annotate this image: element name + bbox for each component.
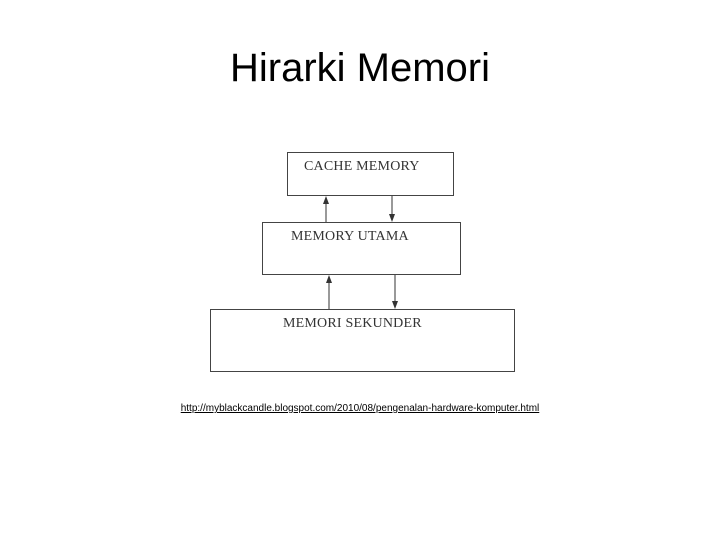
- up-arrow: [326, 275, 332, 309]
- source-citation: [0, 402, 720, 416]
- cache-memory-label: CACHE MEMORY: [304, 159, 420, 174]
- slide-title: Hirarki Memori: [230, 46, 490, 90]
- secondary-memory-label: MEMORI SEKUNDER: [283, 316, 422, 331]
- source-link[interactable]: http://myblackcandle.blogspot.com/2010/08/pengenalan-hardware-komputer.html: [180, 403, 540, 414]
- down-arrow: [392, 275, 398, 309]
- main-memory-label: MEMORY UTAMA: [291, 229, 409, 244]
- up-arrow: [323, 196, 329, 222]
- down-arrow: [389, 196, 395, 222]
